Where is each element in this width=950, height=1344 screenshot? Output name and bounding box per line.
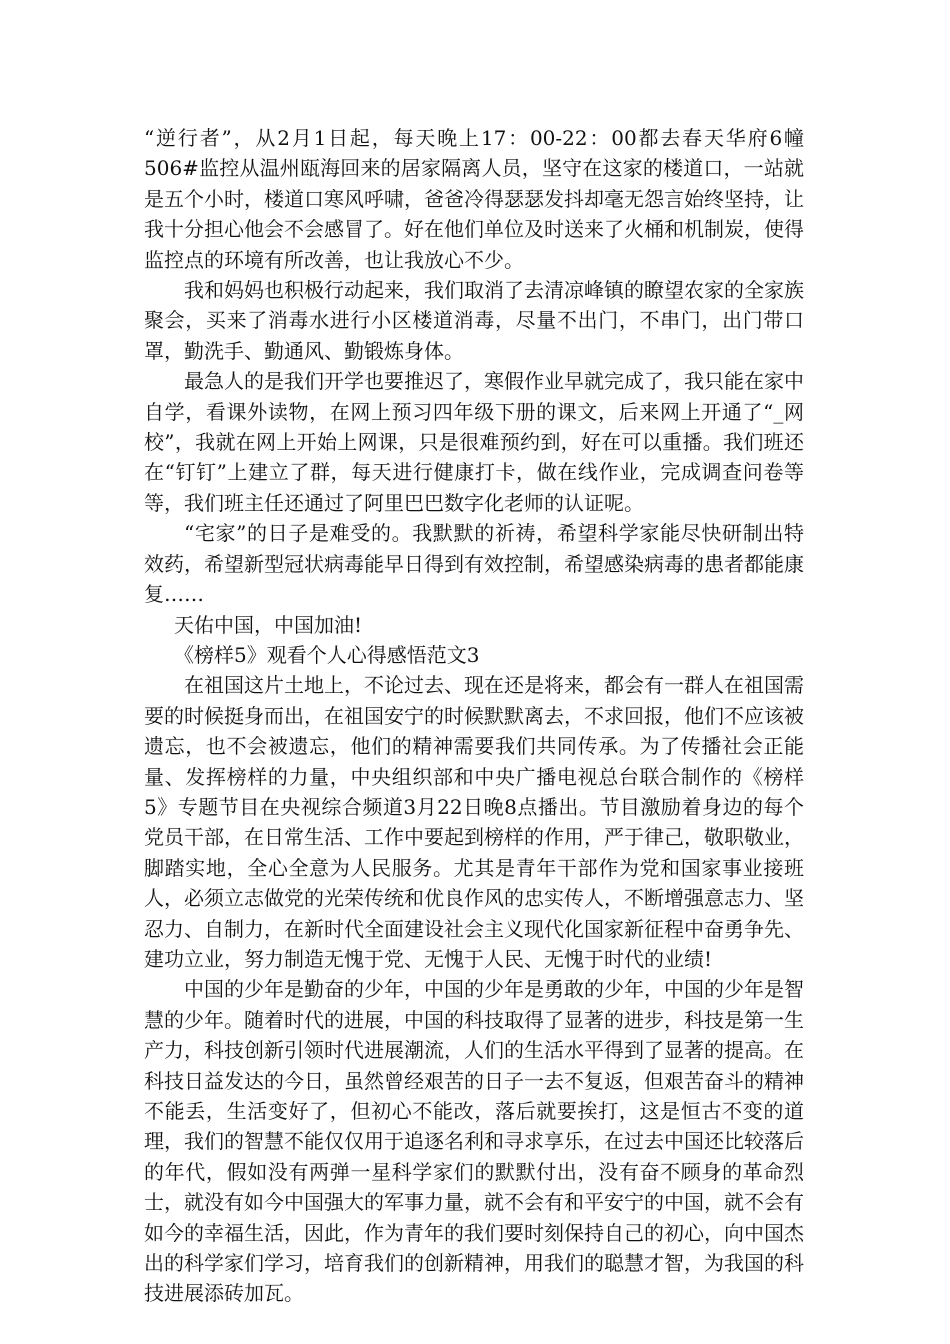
paragraph-chinese-youth: 中国的少年是勤奋的少年，中国的少年是勇敢的少年，中国的少年是智慧的少年。随着时代的进展，中国的科技取得了显著的进步，科技是第一生产力，科技创新引领时代进展潮流，人们的生活水平得到了显著的提高。在科技日益发达的今日，虽然曾经艰苦的日子一去不复返，但艰苦奋斗的精神不能丢，生活变好了，但初心不能改，落后就要挨打，这是恒古不变的道理，我们的智慧不能仅仅用于追逐名利和寻求享乐，在过去中国还比较落后的年代，假如没有两弹一星科学家们的默默付出，没有奋不顾身的革命烈士，就没有如今中国强大的军事力量，就不会有和平安宁的中国，就不会有如今的幸福生活，因此，作为青年的我们要时刻保持自己的初心，向中国杰出的科学家们学习，培育我们的创新精神，用我们的聪慧才智，为我国的科技进展添砖加瓦。 <box>144 977 804 1306</box>
paragraph-cheer: 天佑中国，中国加油! <box>174 612 363 637</box>
paragraph-stay-home: “宅家”的日子是难受的。我默默的祈祷，希望科学家能尽快研制出特效药，希望新型冠状病毒能早日得到有效控制，希望感染病毒的患者都能康复…… <box>144 521 804 607</box>
document-body <box>144 123 804 1309</box>
paragraph-role-models: 在祖国这片土地上，不论过去、现在还是将来，都会有一群人在祖国需要的时候挺身而出，在祖国安宁的时候默默离去，不求回报，他们不应该被遗忘，也不会被遗忘，他们的精神需要我们共同传承。为了传播社会正能量、发挥榜样的力量，中央组织部和中央广播电视总台联合制作的《榜样5》专题节目在央视综合频道3月22日晚8点播出。节目激励着身边的每个党员干部，在日常生活、工作中要起到榜样的作用，严于律己，敬职敬业，脚踏实地，全心全意为人民服务。尤其是青年干部作为党和国家事业接班人，必须立志做党的光荣传统和优良作风的忠实传人，不断增强意志力、坚忍力、自制力，在新时代全面建设社会主义现代化国家新征程中奋勇争先、建功立业，努力制造无愧于党、无愧于人民、无愧于时代的业绩! <box>144 673 804 971</box>
paragraph-school-delay: 最急人的是我们开学也要推迟了，寒假作业早就完成了，我只能在家中自学，看课外读物，在网上预习四年级下册的课文，后来网上开通了“_网校”，我就在网上开始上网课，只是很难预约到，好在可以重播。我们班还在“钉钉”上建立了群，每天进行健康打卡，做在线作业，完成调查问卷等等，我们班主任还通过了阿里巴巴数字化老师的认证呢。 <box>144 369 804 515</box>
section-heading: 《榜样5》观看个人心得感悟范文3 <box>174 642 480 667</box>
paragraph-continuation: “逆行者”，从2月1日起，每天晚上17：00-22：00都去春天华府6幢506#监控从温州瓯海回来的居家隔离人员，坚守在这家的楼道口，一站就是五个小时，楼道口寒风呼啸，爸爸冷得瑟瑟发抖却毫无怨言始终坚持，让我十分担心他会不会感冒了。好在他们单位及时送来了火桶和机制炭，使得监控点的环境有所改善，也让我放心不少。 <box>144 126 804 272</box>
paragraph-family-actions: 我和妈妈也积极行动起来，我们取消了去清凉峰镇的瞭望农家的全家族聚会，买来了消毒水进行小区楼道消毒，尽量不出门，不串门，出门带口罩，勤洗手、勤通风、勤锻炼身体。 <box>144 278 804 363</box>
